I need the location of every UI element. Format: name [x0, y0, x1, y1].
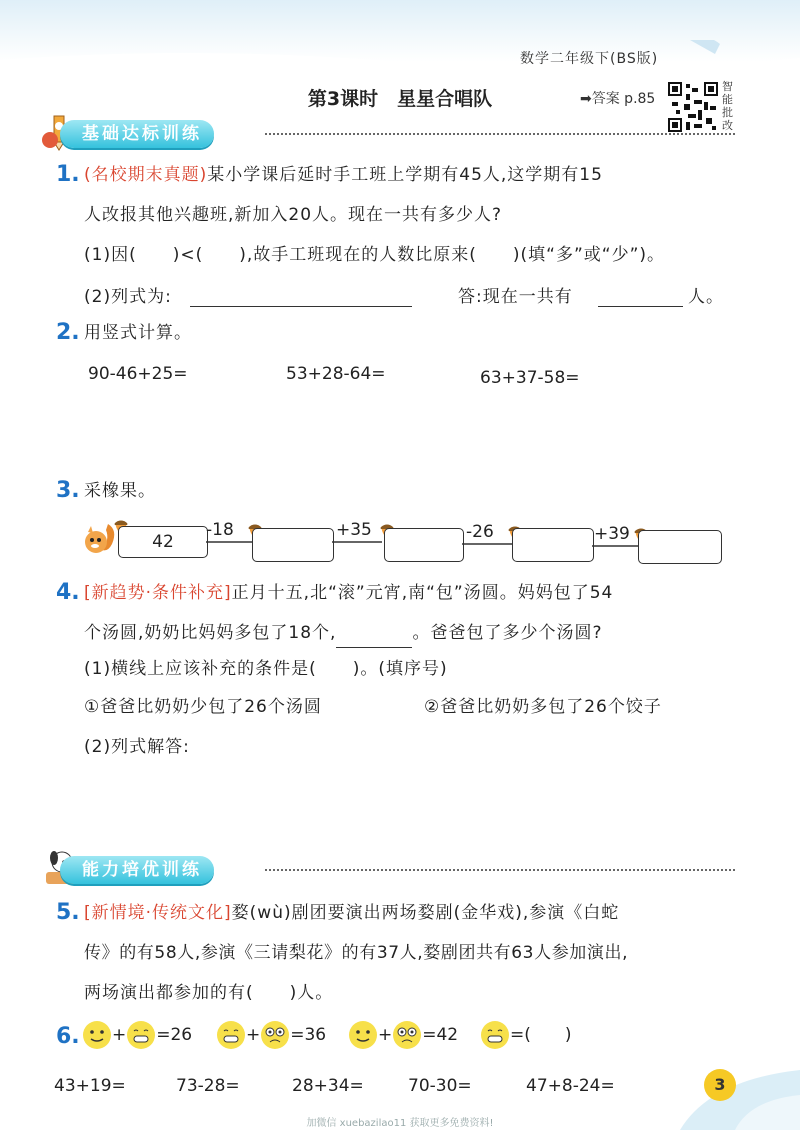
- section-divider: [265, 133, 735, 135]
- header-wave: [0, 40, 800, 80]
- q4-part2: (2)列式解答:: [84, 737, 190, 757]
- arrow-line: [206, 540, 252, 544]
- q5-line3: 两场演出都参加的有( )人。: [84, 983, 334, 1003]
- smile-face-icon: [82, 1020, 112, 1050]
- q5-tag: [新情境·传统文化]: [84, 903, 232, 923]
- grin-face-icon: [480, 1020, 510, 1050]
- crying-face-icon: [392, 1020, 422, 1050]
- acorn-box-start: [118, 526, 208, 558]
- q5-line2: 传》的有58人,参演《三请梨花》的有37人,婺剧团共有63人参加演出,: [84, 943, 629, 963]
- q4-text2b: 。爸爸包了多少个汤圆?: [412, 623, 603, 643]
- q4-line1: [84, 578, 774, 608]
- q1-answer-prefix: 答:现在一共有: [458, 287, 573, 307]
- q4-line2: [84, 618, 774, 648]
- section-advanced-title: 能力培优训练: [60, 856, 214, 884]
- section-divider: [265, 869, 735, 871]
- arrow-line: [332, 540, 382, 544]
- q1-tag: (名校期末真题): [84, 165, 208, 185]
- footer-watermark: 加微信 xuebazilao11 获取更多免费资料!: [306, 1118, 494, 1129]
- q5-number: 5.: [56, 900, 80, 925]
- q1-text1: 某小学课后延时手工班上学期有45人,这学期有15: [207, 165, 603, 185]
- q1-expression-blank[interactable]: [190, 306, 412, 307]
- acorn-box-1[interactable]: [252, 528, 334, 562]
- crying-face-icon: [260, 1020, 290, 1050]
- q4-option-1: ①爸爸比奶奶少包了26个汤圆: [84, 697, 322, 717]
- q1-answer-suffix: 人。: [688, 287, 724, 307]
- q2-item-1: 90-46+25=: [88, 364, 188, 384]
- q3-text: 采橡果。: [84, 481, 156, 501]
- q6-eq-4-result: =( ): [510, 1025, 572, 1045]
- q6-calc-5: 47+8-24=: [526, 1076, 615, 1096]
- page-title: 第3课时 星星合唱队: [307, 88, 493, 110]
- smart-grade-label: 智能批改: [722, 80, 733, 132]
- q3-op-3: -26: [466, 522, 494, 542]
- arrow-line: [462, 542, 512, 546]
- q1-part1: (1)因( )<( ),故手工班现在的人数比原来( )(填“多”或“少”)。: [84, 245, 666, 265]
- q4-part1: (1)横线上应该补充的条件是( )。(填序号): [84, 659, 448, 679]
- q1-line1: [84, 160, 764, 190]
- section-basic-title: 基础达标训练: [60, 120, 214, 148]
- q1-line2: 人改报其他兴趣班,新加入20人。现在一共有多少人?: [84, 205, 503, 225]
- q2-number: 2.: [56, 320, 80, 345]
- q4-option-2: ②爸爸比奶奶多包了26个饺子: [424, 697, 662, 717]
- q6-calc-2: 73-28=: [176, 1076, 240, 1096]
- q5-line1: [84, 898, 774, 928]
- acorn-start-value: 42: [152, 532, 174, 552]
- q3-op-4: +39: [594, 524, 630, 544]
- q2-item-2: 53+28-64=: [286, 364, 386, 384]
- arrow-right-icon: ➡: [580, 91, 592, 107]
- q6-calc-1: 43+19=: [54, 1076, 126, 1096]
- q6-calc-4: 70-30=: [408, 1076, 472, 1096]
- q2-text: 用竖式计算。: [84, 323, 192, 343]
- q6-eq-4: [480, 1018, 572, 1052]
- q4-text2a: 个汤圆,奶奶比妈妈多包了18个,: [84, 623, 337, 643]
- q3-op-2: +35: [336, 520, 372, 540]
- grade-label: 数学二年级下(BS版): [520, 51, 659, 67]
- smile-face-icon: [348, 1020, 378, 1050]
- q4-number: 4.: [56, 580, 80, 605]
- q1-answer-blank[interactable]: [598, 306, 683, 307]
- arrow-line: [592, 544, 638, 548]
- q1-part2-label: (2)列式为:: [84, 287, 172, 307]
- grin-face-icon: [126, 1020, 156, 1050]
- acorn-box-2[interactable]: [384, 528, 464, 562]
- section-advanced: [40, 856, 740, 888]
- page-number: 3: [704, 1069, 736, 1101]
- q3-number: 3.: [56, 478, 80, 503]
- q1-number: 1.: [56, 162, 80, 187]
- q6-eq-1: + =26: [82, 1018, 192, 1052]
- q6-eq-3: + =42: [348, 1018, 458, 1052]
- q6-number: 6.: [56, 1024, 80, 1049]
- grin-face-icon: [216, 1020, 246, 1050]
- q6-calc-3: 28+34=: [292, 1076, 364, 1096]
- acorn-box-3[interactable]: [512, 528, 594, 562]
- q2-item-3: 63+37-58=: [480, 368, 580, 388]
- section-basic: [40, 120, 740, 152]
- q5-text1: 婺(wù)剧团要演出两场婺剧(金华戏),参演《白蛇: [231, 903, 620, 923]
- q4-text1: 正月十五,北“滚”元宵,南“包”汤圆。妈妈包了54: [231, 583, 614, 603]
- q4-condition-blank[interactable]: [336, 625, 412, 648]
- q6-eq-3-result: =42: [422, 1025, 459, 1045]
- acorn-box-4[interactable]: [638, 530, 722, 564]
- q6-eq-2-result: =36: [290, 1025, 327, 1045]
- q6-eq-2: + =36: [216, 1018, 326, 1052]
- q6-eq-1-result: =26: [156, 1025, 193, 1045]
- q3-op-1: -18: [206, 520, 234, 540]
- q4-tag: [新趋势·条件补充]: [84, 583, 232, 603]
- answer-ref[interactable]: [580, 88, 655, 108]
- answer-ref-text: 答案 p.85: [591, 91, 656, 107]
